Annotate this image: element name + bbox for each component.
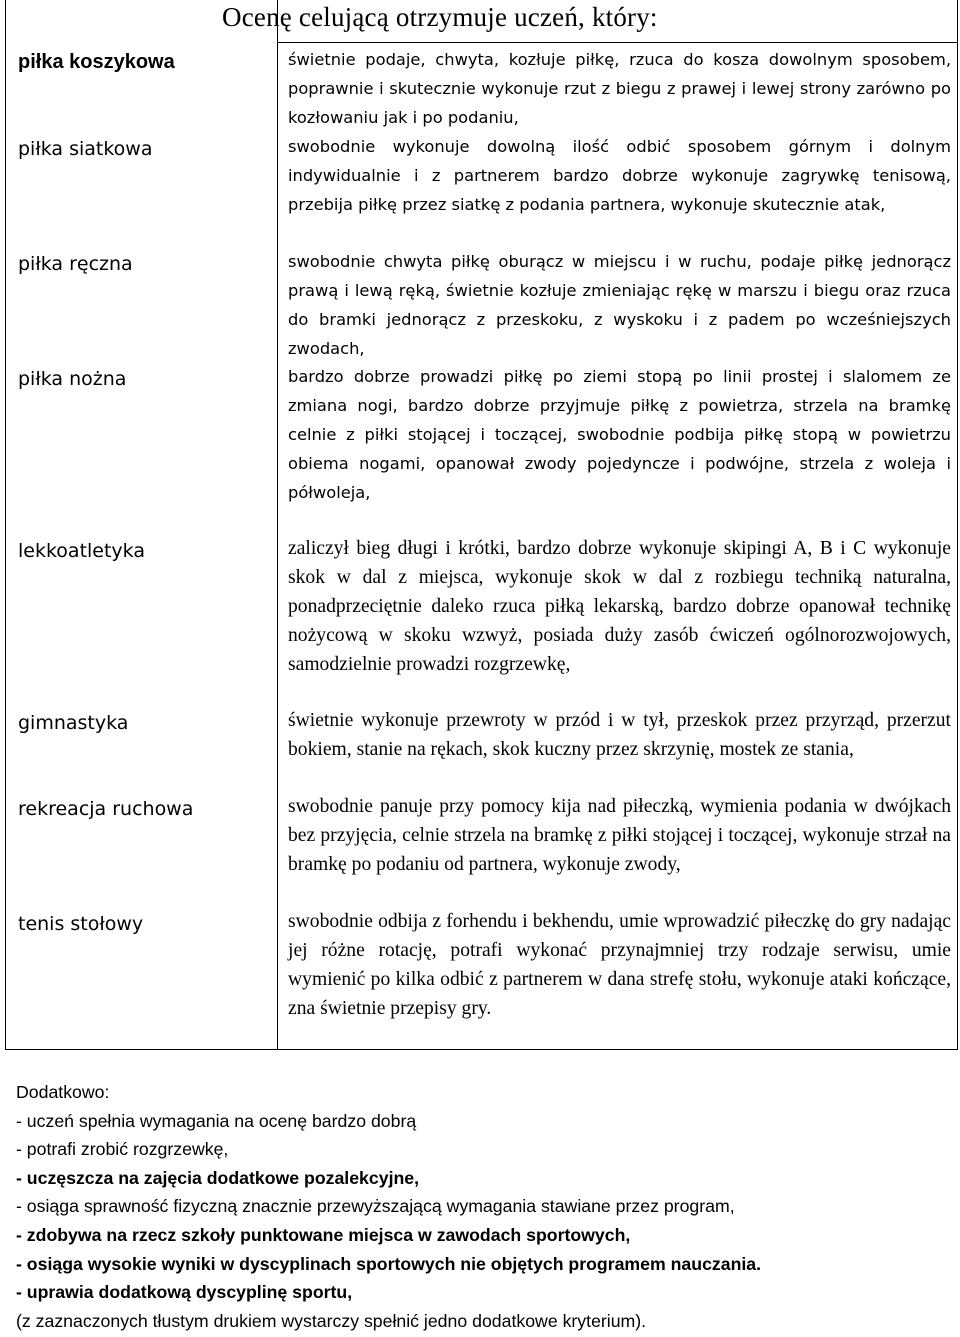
additional-item: - uczeń spełnia wymagania na ocenę bardzo dobrą (16, 1110, 417, 1131)
additional-criteria (16, 1078, 956, 1335)
discipline-description: bardzo dobrze prowadzi piłkę po ziemi stopą po linii prostej i slalomem ze zmiana nogi, bardzo dobrze przyjmuje piłkę z powietrza, strzela na bramkę celnie z piłki stojącej i toczącej, swobodnie podbija piłkę stopą w powietrzu obiema nogami, opanował zwody pojedyncze i podwójne, strzela z woleja i półwoleja, (288, 367, 951, 502)
discipline-description: swobodnie panuje przy pomocy kija nad piłeczką, wymienia podania w dwójkach bez przyjęcia, celnie strzela na bramkę z piłki stojącej i toczącej, wykonuje strzał na bramkę po podaniu od partnera, wykonuje zwody, (288, 796, 951, 875)
table-header (222, 0, 957, 43)
column-divider (277, 0, 278, 1049)
discipline-name: tenis stołowy (18, 913, 144, 935)
table-title: Ocenę celującą otrzymuje uczeń, który: (222, 2, 658, 32)
discipline-name: piłka siatkowa (18, 138, 153, 160)
discipline-name: piłka ręczna (18, 253, 133, 275)
additional-item: - potrafi zrobić rozgrzewkę, (16, 1139, 229, 1160)
discipline-name: rekreacja ruchowa (18, 798, 194, 820)
criteria-table (5, 0, 958, 1050)
additional-item-bold: - uprawia dodatkową dyscyplinę sportu, (16, 1282, 353, 1303)
additional-item: - osiąga sprawność fizyczną znacznie przewyższającą wymagania stawiane przez program, (16, 1196, 735, 1217)
discipline-description: zaliczył bieg długi i krótki, bardzo dobrze wykonuje skipingi A, B i C wykonuje skok w dal z miejsca, wykonuje skok w dal z rozbiegu techniką naturalna, ponadprzeciętnie daleko rzuca piłką lekarską, bardzo dobrze opanował technikę nożycową w skoku wzwyż, posiada duży zasób ćwiczeń ogólnorozwojowych, samodzielnie prowadzi rozgrzewkę, (288, 538, 951, 675)
discipline-name: gimnastyka (18, 712, 129, 734)
additional-item-bold: - uczęszcza na zajęcia dodatkowe pozalekcyjne, (16, 1167, 420, 1188)
discipline-description: swobodnie chwyta piłkę oburącz w miejscu i w ruchu, podaje piłkę jednorącz prawą i lewą ręką, świetnie kozłuje zmieniając rękę w marszu i biegu oraz rzuca do bramki jednorącz z przeskoku, z wyskoku i z padem po wcześniejszych zwodach, (288, 252, 951, 358)
additional-item-bold: - zdobywa na rzecz szkoły punktowane miejsca w zawodach sportowych, (16, 1224, 631, 1245)
additional-heading: Dodatkowo: (16, 1082, 110, 1102)
additional-item-bold: - osiąga wysokie wyniki w dyscyplinach sportowych nie objętych programem nauczania. (16, 1253, 762, 1274)
discipline-name: piłka koszykowa (18, 51, 175, 73)
discipline-name: lekkoatletyka (18, 540, 145, 562)
discipline-name: piłka nożna (18, 368, 127, 390)
discipline-description: świetnie wykonuje przewroty w przód i w tył, przeskok przez przyrząd, przerzut bokiem, stanie na rękach, skok kuczny przez skrzynię, mostek ze stania, (288, 710, 951, 760)
discipline-description: świetnie podaje, chwyta, kozłuje piłkę, rzuca do kosza dowolnym sposobem, poprawnie i skutecznie wykonuje rzut z biegu z prawej i lewej strony zarówno po kozłowaniu jak i po podaniu, (288, 50, 951, 127)
discipline-description: swobodnie odbija z forhendu i bekhendu, umie wprowadzić piłeczkę do gry nadając jej różne rotację, potrafi wykonać przynajmniej trzy rodzaje serwisu, umie wymienić po kilka odbić z partnerem w dana strefę stołu, wykonuje ataki kończące, zna świetnie przepisy gry. (288, 911, 951, 1019)
additional-note: (z zaznaczonych tłustym drukiem wystarczy spełnić jedno dodatkowe kryterium). (16, 1310, 647, 1331)
discipline-description: swobodnie wykonuje dowolną ilość odbić sposobem górnym i dolnym indywidualnie i z partnerem bardzo dobrze wykonuje zagrywkę tenisową, przebija piłkę przez siatkę z podania partnera, wykonuje skutecznie atak, (288, 137, 951, 214)
